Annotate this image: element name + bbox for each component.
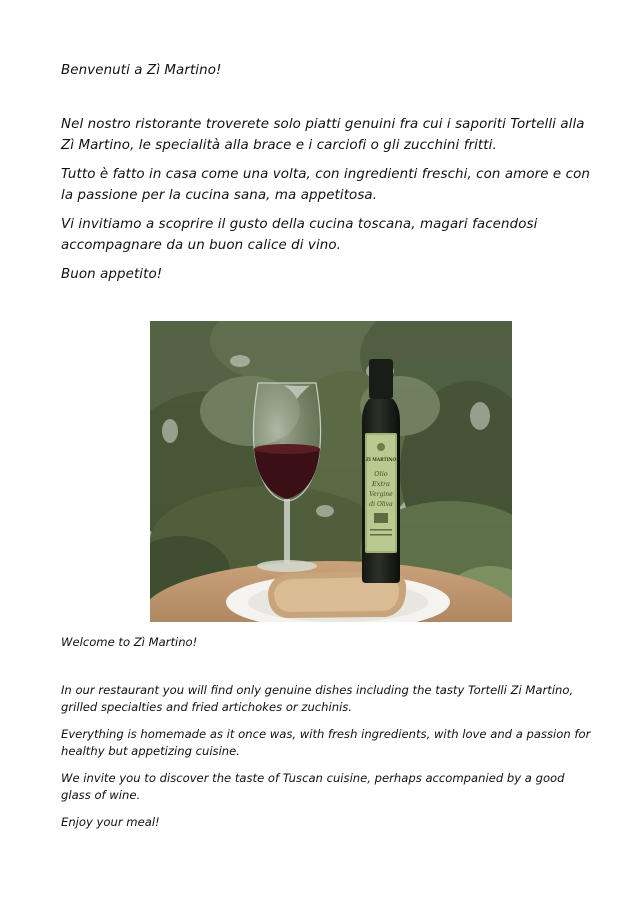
english-paragraph-1: In our restaurant you will find only genuine dishes including the tasty Tortelli Zi Martino, grilled specialties and fried artichokes or zuchinis. (61, 682, 574, 714)
italian-section (61, 60, 591, 293)
label-emblem-icon (377, 443, 385, 451)
label-line-1: Olio (374, 470, 388, 478)
wine-and-oil-photo (150, 321, 512, 622)
english-closing: Enjoy your meal! (61, 814, 160, 829)
label-line-3: Vergine (369, 491, 393, 498)
italian-paragraph-2: Tutto è fatto in casa come una volta, con ingredienti freschi, con amore e con la passione per la cucina sana, ma appetitosa. (61, 167, 590, 203)
english-paragraph-2: Everything is homemade as it once was, with fresh ingredients, with love and a passion for healthy but appetizing cuisine. (61, 726, 591, 758)
photo-illustration (150, 321, 512, 622)
english-greeting: Welcome to Zì Martino! (61, 635, 198, 649)
italian-paragraph-1: Nel nostro ristorante troverete solo piatti genuini fra cui i saporiti Tortelli alla Zì Martino, le specialità alla brace e i carciofi o gli zucchini fritti. (61, 117, 585, 153)
label-line-2: Extra (371, 480, 391, 488)
label-building-icon (374, 513, 388, 523)
label-brand: ZI MARTINO (365, 457, 397, 462)
italian-closing: Buon appetito! (61, 267, 163, 282)
italian-paragraph-3: Vi invitiamo a scoprire il gusto della cucina toscana, magari facendosi accompagnare da un buon calice di vino. (61, 217, 538, 253)
english-paragraph-3: We invite you to discover the taste of Tuscan cuisine, perhaps accompanied by a good glass of wine. (61, 770, 565, 802)
label-line-4: di Oliva (369, 501, 393, 508)
english-section (61, 634, 591, 840)
italian-greeting: Benvenuti a Zì Martino! (61, 63, 222, 78)
